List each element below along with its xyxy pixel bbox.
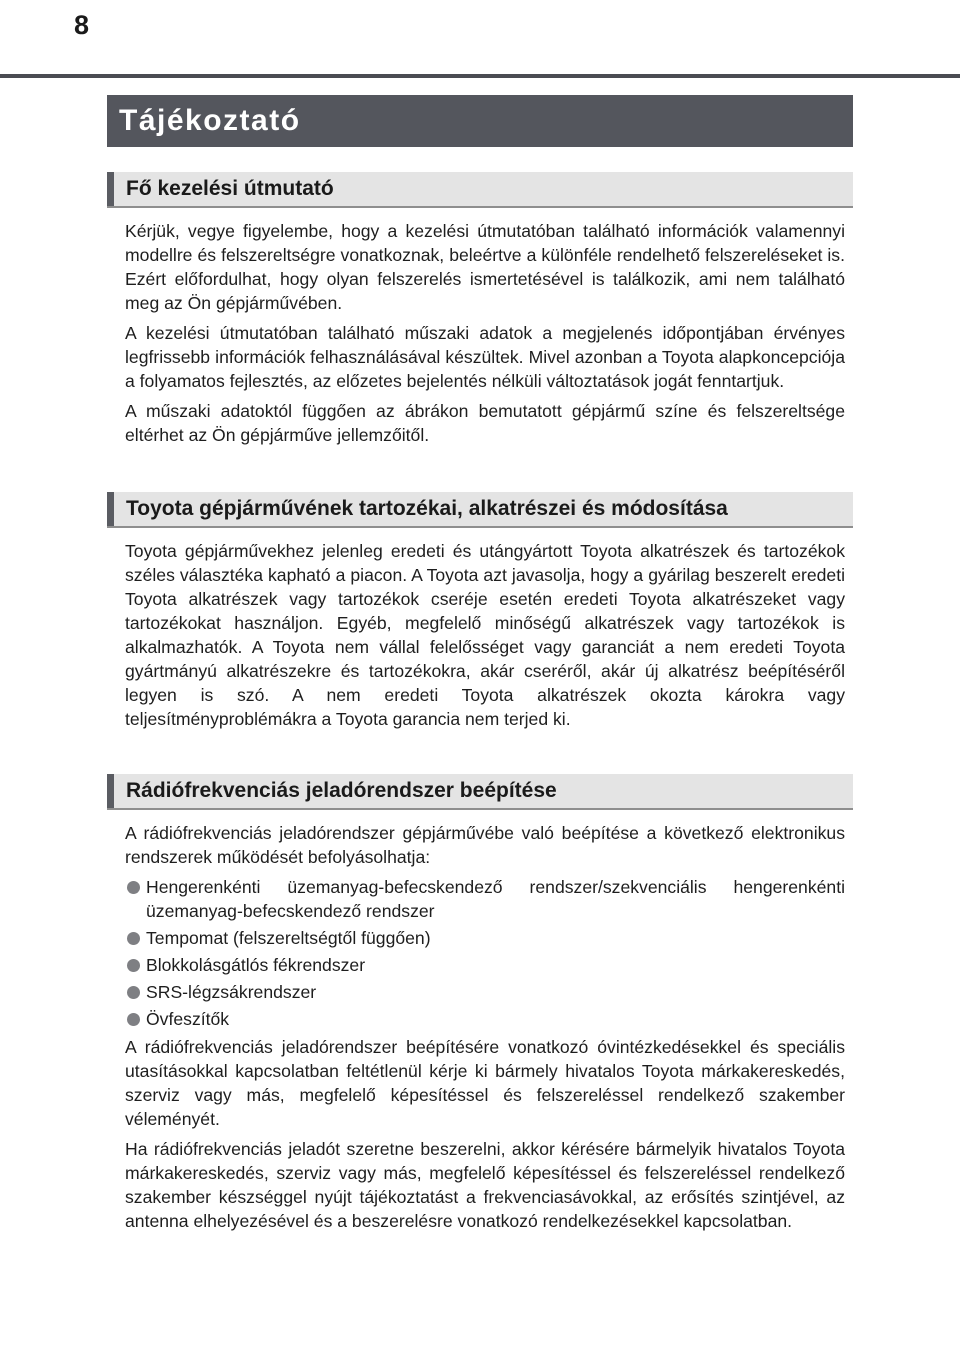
section-heading-text: Rádiófrekvenciás jeladórendszer beépítése [126, 779, 557, 802]
list-item [125, 980, 845, 1004]
section-heading-accessories [107, 492, 853, 528]
paragraph: A műszaki adatoktól függően az ábrákon bemutatott gépjármű színe és felszereltsége eltérhet az Ön gépjárműve jellemzőitől. [125, 401, 845, 445]
bullet-dot-icon [127, 932, 140, 945]
paragraph: A rádiófrekvenciás jeladórendszer beépítésére vonatkozó óvintézkedésekkel és speciális utasításokkal kapcsolatban feltétlenül kérje ki bármely hivatalos Toyota márkakereskedés, szerviz vagy más, megfelelő képesítéssel és felszereléssel rendelkező szakember véleményét. [125, 1037, 845, 1129]
section-heading-text: Toyota gépjárművének tartozékai, alkatrészei és módosítása [126, 497, 728, 520]
section-body-main-manual [125, 219, 845, 453]
bullet-dot-icon [127, 986, 140, 999]
page-number: 8 [74, 10, 90, 40]
section-heading-main-manual [107, 172, 853, 208]
list-item [125, 1007, 845, 1031]
list-item-text: Tempomat (felszereltségtől függően) [146, 928, 431, 948]
list-item-text: SRS-légzsákrendszer [146, 982, 317, 1002]
paragraph-intro: A rádiófrekvenciás jeladórendszer gépjárművébe való beépítése a következő elektronikus rendszerek működését befolyásolhatja: [125, 823, 845, 867]
list-item-text: Hengerenkénti üzemanyag-befecskendező rendszer/szekvenciális hengerenkénti üzemanyag-befecskendező rendszer [146, 877, 845, 921]
section-body-accessories [125, 539, 845, 737]
page-title-bar [107, 95, 853, 147]
paragraph: A kezelési útmutatóban található műszaki adatok a megjelenés időpontjában érvényes legfrissebb információk felhasználásával készültek. Mivel azonban a Toyota alapkoncepciója a folyamatos fejlesztés, az előzetes bejelentés nélküli változtatások jogát fenntartjuk. [125, 323, 845, 391]
list-item-text: Övfeszítők [146, 1009, 230, 1029]
bullet-dot-icon [127, 881, 140, 894]
list-item [125, 926, 845, 950]
list-item [125, 875, 845, 923]
paragraph: Ha rádiófrekvenciás jeladót szeretne beszerelni, akkor kérésére bármelyik hivatalos Toyota márkakereskedés, szerviz vagy más, megfelelő képesítéssel és felszereléssel rendelkező szakember készséggel nyújt tájékoztatást a frekvenciasávokkal, az erősítés szintjével, az antenna elhelyezésével és a beszerelésre vonatkozó rendelkezésekkel kapcsolatban. [125, 1139, 845, 1231]
page-title: Tájékoztató [119, 104, 301, 137]
section-body-rf-transmitter [125, 821, 845, 1239]
list-item [125, 953, 845, 977]
bullet-dot-icon [127, 1013, 140, 1026]
bullet-dot-icon [127, 959, 140, 972]
list-item-text: Blokkolásgátlós fékrendszer [146, 955, 366, 975]
section-heading-rf-transmitter [107, 774, 853, 810]
paragraph: Kérjük, vegye figyelembe, hogy a kezelési útmutatóban található információk valamennyi modellre és felszereltségre vonatkoznak, beleértve a különféle rendelhető felszereléseket is. Ezért előfordulhat, hogy olyan felszerelés ismertetésével is találkozik, ami nem található meg az Ön gépjárművében. [125, 221, 845, 313]
paragraph: Toyota gépjárművekhez jelenleg eredeti és utángyártott Toyota alkatrészek és tartozékok széles választéka kapható a piacon. A Toyota azt javasolja, hogy a gyárilag beszerelt eredeti Toyota alkatrészek vagy tartozékok cseréje esetén eredeti Toyota alkatrészeket vagy tartozékokat használjon. Egyéb, megfelelő minőségű alkatrészek vagy tartozékok is alkalmazhatók. A Toyota nem vállal felelősséget vagy garanciát a nem eredeti Toyota gyártmányú alkatrészekre és tartozékokra, akár cseréről, akár új alkatrész beépítéséről legyen is szó. A nem eredeti Toyota alkatrészek okozta károkra vagy teljesítményproblémákra a Toyota garancia nem terjed ki. [125, 541, 845, 729]
affected-systems-list [125, 875, 845, 1031]
header-rule [0, 74, 960, 78]
section-heading-text: Fő kezelési útmutató [126, 177, 334, 200]
